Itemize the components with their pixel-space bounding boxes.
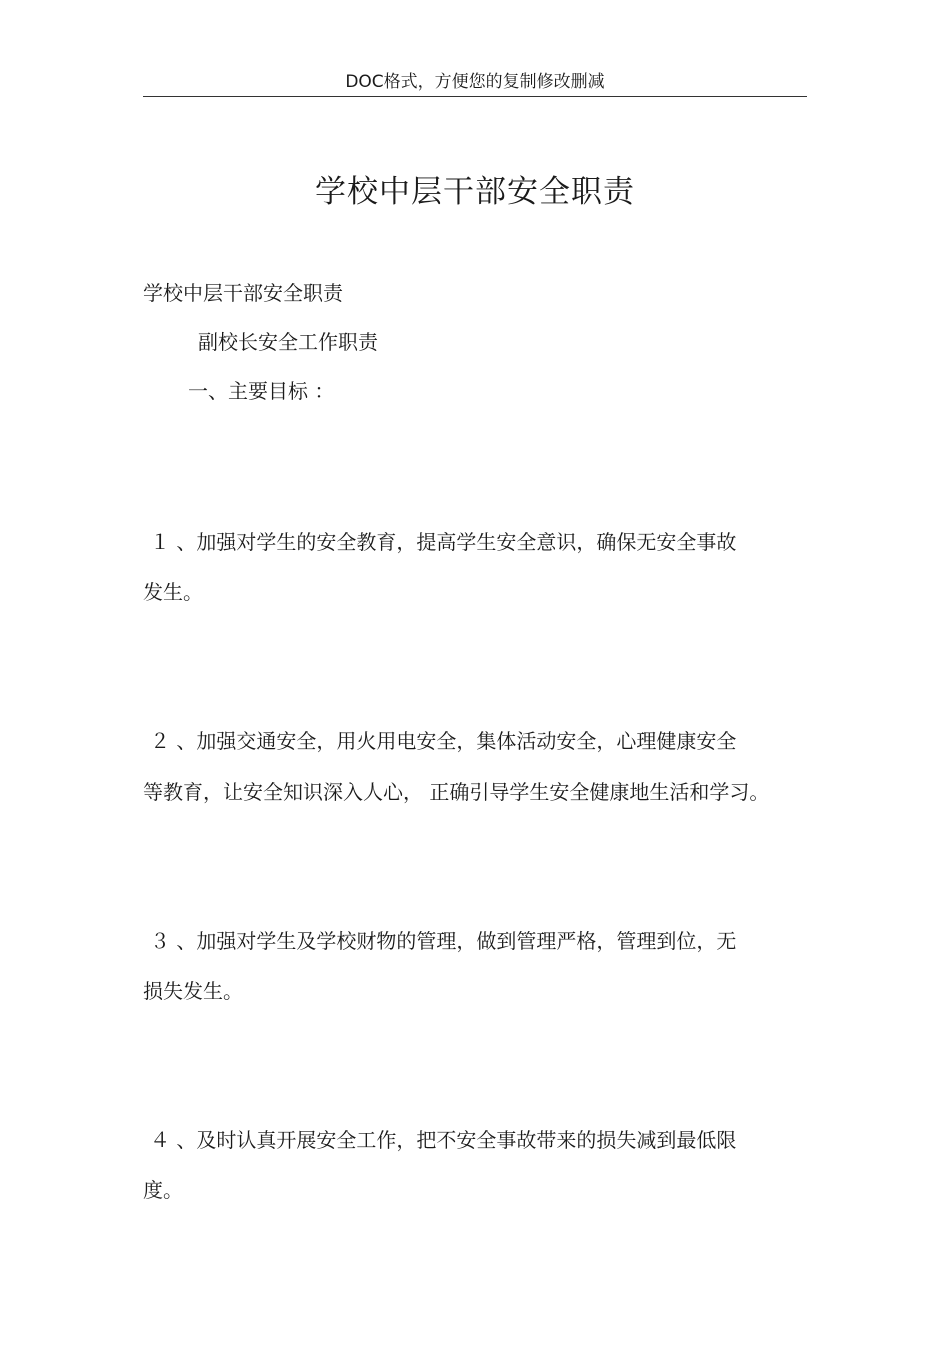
list-item-line: 等教育，让安全知识深入人心， 正确引导学生安全健康地生活和学习。	[143, 780, 770, 804]
document-title: 学校中层干部安全职责	[315, 174, 635, 210]
list-item-line: 损失发生。	[143, 979, 243, 1003]
header-divider	[143, 96, 807, 97]
list-item-line: ２ 、加强交通安全，用火用电安全，集体活动安全，心理健康安全	[150, 729, 737, 753]
document-heading: 学校中层干部安全职责	[143, 281, 343, 305]
document-subheading: 副校长安全工作职责	[198, 330, 378, 354]
header-text: DOC格式，方便您的复制修改删减	[345, 72, 605, 92]
list-item-line: 发生。	[143, 580, 203, 604]
list-item-line: ３ 、加强对学生及学校财物的管理，做到管理严格，管理到位，无	[150, 929, 737, 953]
list-item-line: 度。	[143, 1178, 183, 1202]
list-item-line: ４ 、及时认真开展安全工作，把不安全事故带来的损失减到最低限	[150, 1128, 737, 1152]
list-item-line: １ 、加强对学生的安全教育，提高学生安全意识，确保无安全事故	[150, 530, 737, 554]
section-title: 一、主要目标 ：	[188, 379, 335, 403]
